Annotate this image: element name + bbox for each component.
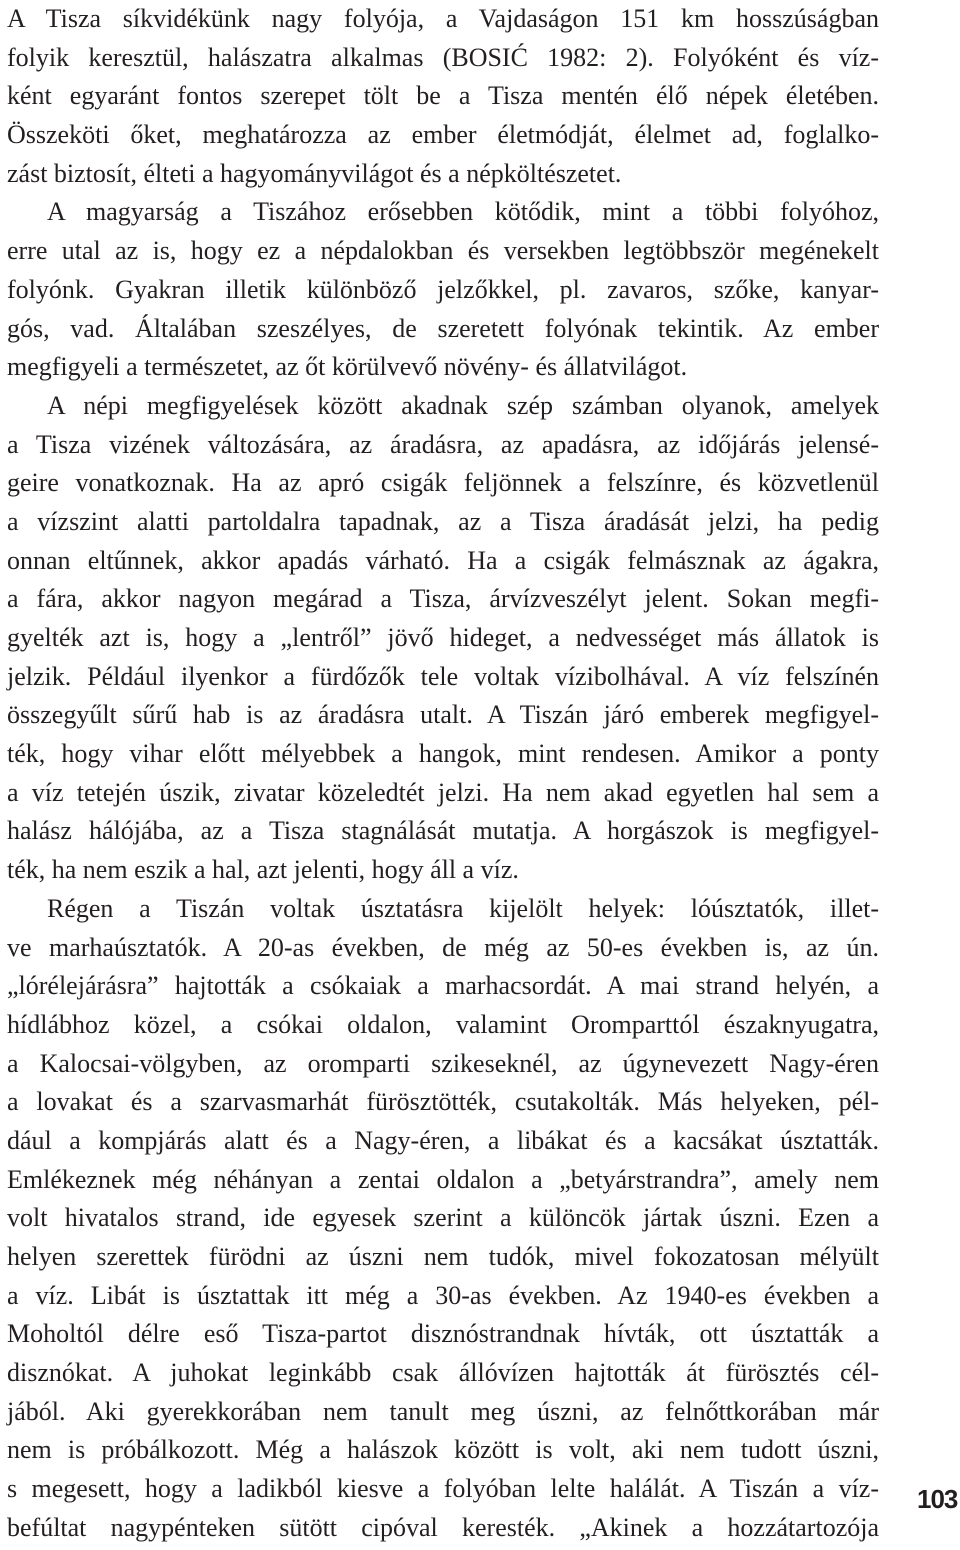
text-line: a fára, akkor nagyon megárad a Tisza, árvízveszélyt jelent. Sokan megfi- — [7, 584, 879, 614]
text-line: a Tisza vizének változására, az áradásra, az apadásra, az időjárás jelensé- — [7, 429, 879, 459]
text-line: gyelték azt is, hogy a „lentről” jövő hideget, a nedvességet más állatok is — [7, 623, 879, 652]
text-line: hídlábhoz közel, a csókai oldalon, valamint Oromparttól északnyugatra, — [7, 1009, 879, 1039]
text-line: ték, ha nem eszik a hal, azt jelenti, hogy áll a víz. — [7, 855, 519, 885]
text-line: s megesett, hogy a ladikból kiesve a folyóban lelte halálát. A Tiszán a víz- — [7, 1474, 879, 1504]
body-text — [7, 0, 879, 1548]
text-line: geire vonatkoznak. Ha az apró csigák feljönnek a felszínre, és közvetlenül — [7, 468, 879, 498]
text-line: Emlékeznek még néhányan a zentai oldalon a „betyárstrandra”, amely nem — [7, 1164, 879, 1194]
text-line: folyik keresztül, halászatra alkalmas (BOSIĆ 1982: 2). Folyóként és víz- — [7, 42, 879, 72]
text-line: A népi megfigyelések között akadnak szép számban olyanok, amelyek — [47, 390, 879, 420]
text-line: a lovakat és a szarvasmarhát fürösztötték, csutakolták. Más helyeken, pél- — [7, 1087, 879, 1117]
text-line: a víz tetején úszik, zivatar közeledtét jelzi. Ha nem akad egyetlen hal sem a — [7, 777, 879, 807]
text-line: gós, vad. Általában szeszélyes, de szeretett folyónak tekintik. Az ember — [7, 313, 879, 343]
text-line: a víz. Libát is úsztattak itt még a 30-as években. Az 1940-es években a — [7, 1280, 879, 1310]
text-line: folyónk. Gyakran illetik különböző jelzőkkel, pl. zavaros, szőke, kanyar- — [7, 274, 879, 304]
text-line: A Tisza síkvidékünk nagy folyója, a Vajdaságon 151 km hosszúságban — [7, 4, 879, 33]
text-line: ként egyaránt fontos szerepet tölt be a Tisza mentén élő népek életében. — [7, 81, 879, 111]
text-line: ték, hogy vihar előtt mélyebbek a hangok, mint rendesen. Amikor a ponty — [7, 739, 879, 769]
text-line: jelzik. Például ilyenkor a fürdőzők tele voltak vízibolhával. A víz felszínén — [7, 661, 879, 691]
text-line: zást biztosít, élteti a hagyományvilágot és a népköltészetet. — [7, 158, 622, 188]
text-line: halász hálójába, az a Tisza stagnálását mutatja. A horgászok is megfigyel- — [7, 816, 879, 846]
text-line: ve marhaúsztatók. A 20-as években, de még az 50-es években is, az ún. — [7, 932, 879, 962]
text-line: disznókat. A juhokat leginkább csak állóvízen hajtották át fürösztés cél- — [7, 1358, 879, 1388]
text-line: helyen szerettek fürödni az úszni nem tudók, mivel fokozatosan mélyült — [7, 1242, 879, 1271]
text-line: volt hivatalos strand, ide egyesek szerint a különcök jártak úszni. Ezen a — [7, 1203, 879, 1233]
text-line: a vízszint alatti partoldalra tapadnak, az a Tisza áradását jelzi, ha pedig — [7, 506, 879, 536]
text-line: „lórélejárásra” hajtották a csókaiak a marhacsordát. A mai strand helyén, a — [7, 971, 879, 1001]
text-line: megfigyeli a természetet, az őt körülvevő növény- és állatvilágot. — [7, 352, 688, 382]
text-line: dául a kompjárás alatt és a Nagy-éren, a libákat és a kacsákat úsztatták. — [7, 1125, 879, 1155]
text-line: nem is próbálkozott. Még a halászok között is volt, aki nem tudott úszni, — [7, 1435, 879, 1465]
text-line: Moholtól délre eső Tisza-partot disznóstrandnak hívták, ott úsztatták a — [7, 1319, 879, 1349]
text-line: a Kalocsai-völgyben, az oromparti szikeseknél, az úgynevezett Nagy-éren — [7, 1048, 879, 1078]
text-line: Régen a Tiszán voltak úsztatásra kijelölt helyek: lóúsztatók, illet- — [47, 893, 879, 923]
text-line: összegyűlt sűrű hab is az áradásra utalt. A Tiszán járó emberek megfigyel- — [7, 700, 879, 730]
text-line: A magyarság a Tiszához erősebben kötődik, mint a többi folyóhoz, — [47, 197, 879, 227]
text-line: Összeköti őket, meghatározza az ember életmódját, élelmet ad, foglalko- — [7, 120, 879, 150]
text-line: erre utal az is, hogy ez a népdalokban és versekben legtöbbször megénekelt — [7, 236, 879, 266]
text-line: onnan eltűnnek, akkor apadás várható. Ha a csigák felmásznak az ágakra, — [7, 545, 879, 575]
text-line: jából. Aki gyerekkorában nem tanult meg úszni, az felnőttkorában már — [7, 1396, 879, 1426]
text-line: befúltat nagypénteken sütött cipóval keresték. „Akinek a hozzátartozója — [7, 1512, 879, 1542]
page-number: 103 — [917, 1484, 958, 1514]
